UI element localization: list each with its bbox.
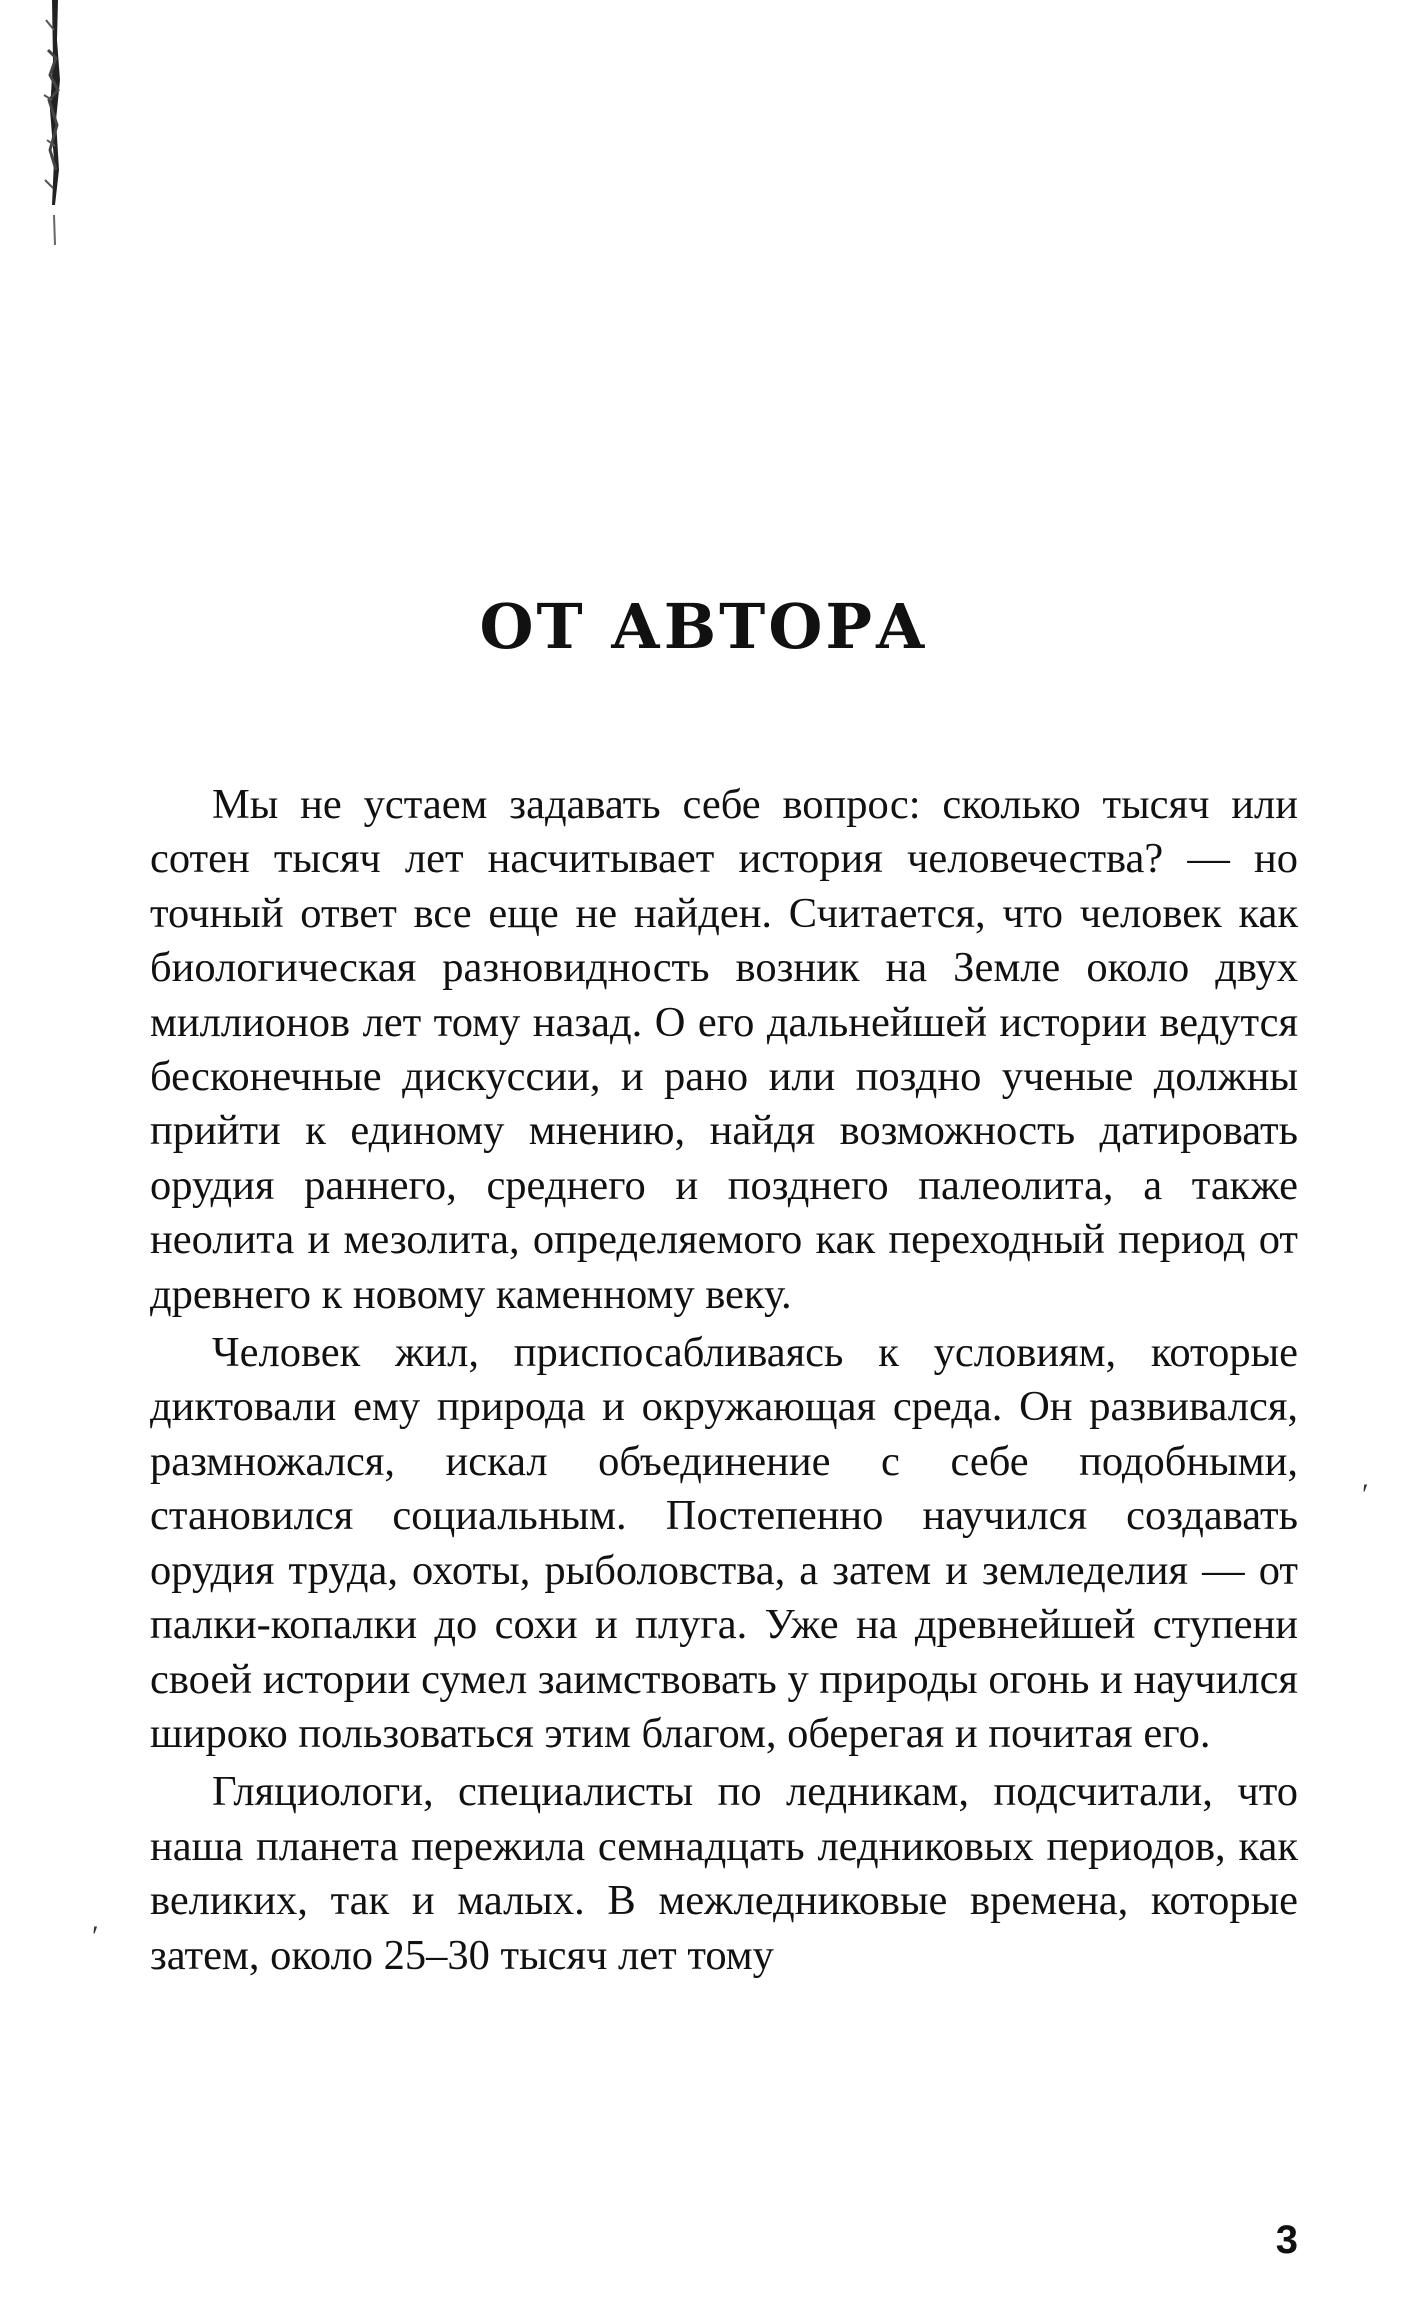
body-text xyxy=(150,778,1298,1987)
paragraph: Человек жил, приспосабливаясь к условиям, которые диктовали ему природа и окружающая среда. Он развивался, размножался, искал объединение с себе подобными, становился социальным. Постепенно научился создавать орудия труда, охоты, рыболовства, а затем и земледелия — от палки-копалки до сохи и плуга. Уже на древнейшей ступени своей истории сумел заимствовать у природы огонь и научился широко пользоваться этим благом, оберегая и почитая его. xyxy=(150,1329,1298,1757)
paragraph: Гляциологи, специалисты по ледникам, подсчитали, что наша планета пережила семнадцать ледниковых периодов, как великих, так и малых. В межледниковые времена, которые затем, около 25–30 тысяч лет тому xyxy=(150,1768,1298,1979)
margin-mark: ʹ xyxy=(1362,1478,1369,1511)
binding-edge-scan-artifact xyxy=(38,0,72,250)
paragraph: Мы не устаем задавать себе вопрос: сколько тысяч или сотен тысяч лет насчитывает история человечества? — но точный ответ все еще не найден. Считается, что человек как биологическая разновидность возник на Земле около двух миллионов лет тому назад. О его дальнейшей истории ведутся бесконечные дискуссии, и рано или поздно ученые должны прийти к единому мнению, найдя возможность датировать орудия раннего, среднего и позднего палеолита, а также неолита и мезолита, определяемого как переходный период от древнего к новому каменному веку. xyxy=(150,781,1298,1318)
chapter-title: ОТ АВТОРА xyxy=(479,590,929,663)
page-number: 3 xyxy=(1275,2218,1298,2262)
margin-mark: ʹ xyxy=(92,1920,99,1953)
